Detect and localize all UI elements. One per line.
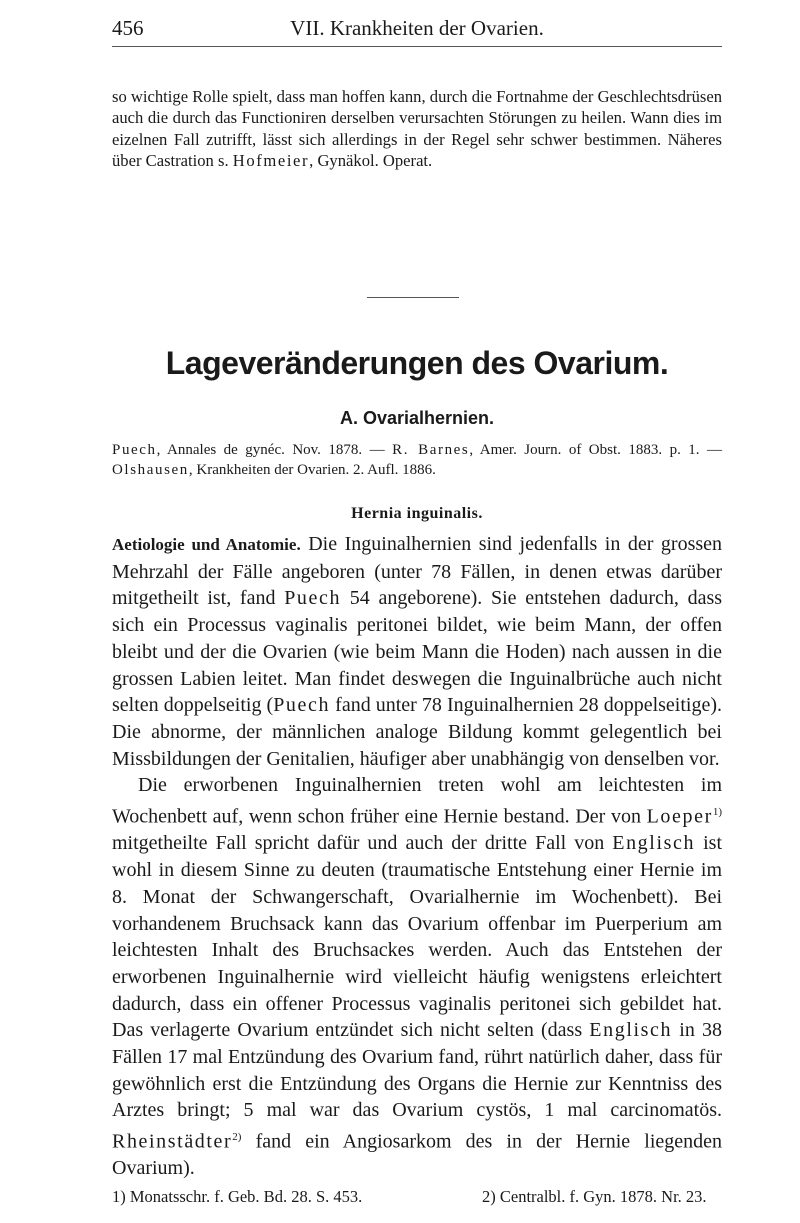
page-number: 456 [112, 16, 144, 40]
footnote-ref-1: 1) [712, 806, 722, 819]
p2-text-d: in 38 Fällen 17 mal Entzündung des Ovarium fand, rührt natürlich daher, dass für gewöhnlich erst die Entzündung des Organs die Hernie zur Kenntniss des Arztes bringt; 5 mal war das Ovarium cystös, 1 mal carcinomatös. [112, 1019, 723, 1122]
ref-author-2: R. Barnes [392, 442, 470, 458]
ref-author-3: Olshausen [112, 462, 189, 478]
footnote-2: 2) Centralbl. f. Gyn. 1878. Nr. 23. [482, 1187, 707, 1206]
p2-text-a: Die erworbenen Inguinalhernien treten wohl am leichtesten im Wochenbett auf, wenn schon früher eine Hernie bestand. Der von [112, 774, 722, 828]
p2-author-rheinstaedter: Rheinstädter [112, 1130, 233, 1153]
p1-author-puech-2: Puech [273, 694, 331, 717]
page-header [112, 14, 722, 47]
footnotes [112, 1187, 722, 1207]
lead-in: Aetiologie und Anatomie. [112, 535, 301, 554]
p2-author-loeper: Loeper [646, 805, 713, 828]
body-text [112, 531, 722, 1182]
running-title: VII. Krankheiten der Ovarien. [290, 16, 544, 40]
ref-text-3: , Krankheiten der Ovarien. 2. Aufl. 1886. [188, 462, 436, 478]
p1-author-puech: Puech [284, 587, 342, 610]
footnote-ref-2: 2) [232, 1131, 242, 1144]
section-heading: Hernia inguinalis. [351, 505, 483, 522]
intro-paragraph [112, 86, 722, 171]
p2-author-englisch: Englisch [612, 832, 696, 855]
p2-text-e: fand ein Angiosarkom des in der Hernie liegenden Ovarium). [112, 1130, 722, 1180]
p1-text-a: Die Inguinalhernien sind jedenfalls in der grossen Mehrzahl der Fälle angeboren (unter 78 Fällen, in denen etwas darüber mitgetheilt ist, fand [112, 533, 723, 610]
p2-text-c: ist wohl in diesem Sinne zu deuten (traumatische Entstehung einer Hernie im 8. Monat der Schwangerschaft, Ovarialhernie im Wochenbett). Bei vorhandenem Bruchsack kann das Ovarium offenbar im Puerperium am leichtesten Inhalt des Bruchsackes werden. Auch das Entstehen der erworbenen Inguinalhernie wird vielleicht häufig wenigstens erleichtert dadurch, dass ein offener Processus vaginalis peritonei sich gebildet hat. Das verlagerte Ovarium entzündet sich nicht selten (dass [112, 832, 723, 1042]
ref-text-1: , Annales de gynéc. Nov. 1878. — [156, 442, 385, 458]
intro-author: Hofmeier [232, 150, 310, 170]
footnote-1: 1) Monatsschr. f. Geb. Bd. 28. S. 453. [112, 1187, 363, 1206]
ref-author-1: Puech [112, 442, 157, 458]
p2-author-englisch-2: Englisch [589, 1019, 673, 1042]
paragraph-2 [112, 772, 722, 1182]
p1-text-b: 54 angeborene). Sie entstehen dadurch, dass sich ein Processus vaginalis peritonei bildet, wie beim Mann, der offen bleibt und der die Ovarien (wie beim Mann die Hoden) nach aussen in die grossen Labien leitet. Man findet deswegen die Inguinalbrüche auch nicht selten doppelseitig ( [112, 587, 723, 717]
section-divider [367, 297, 459, 298]
ref-text-2: , Amer. Journ. of Obst. 1883. p. 1. — [469, 442, 722, 458]
paragraph-1 [112, 531, 722, 772]
chapter-title: Lageveränderungen des Ovarium. [165, 345, 669, 381]
references [112, 440, 722, 480]
intro-tail: , Gynäkol. Operat. [309, 150, 433, 170]
p1-text-c: fand unter 78 Inguinalhernien 28 doppelseitige). Die abnorme, der männlichen analoge Bildung kommt gelegentlich bei Missbildungen der Genitalien, häufiger aber unabhängig von denselben vor. [112, 694, 723, 770]
chapter-subtitle: A. Ovarialhernien. [339, 408, 495, 428]
p2-text-b: mitgetheilte Fall spricht dafür und auch der dritte Fall von [112, 832, 605, 855]
intro-text: so wichtige Rolle spielt, dass man hoffen kann, durch die Fortnahme der Geschlechtsdrüsen auch die durch das Functioniren derselben verursachten Störungen zu heilen. Wann dies im eizelnen Fall zutrifft, lässt sich allerdings in der Regel sehr schwer bestimmen. Näheres über Castration s. [112, 87, 722, 170]
